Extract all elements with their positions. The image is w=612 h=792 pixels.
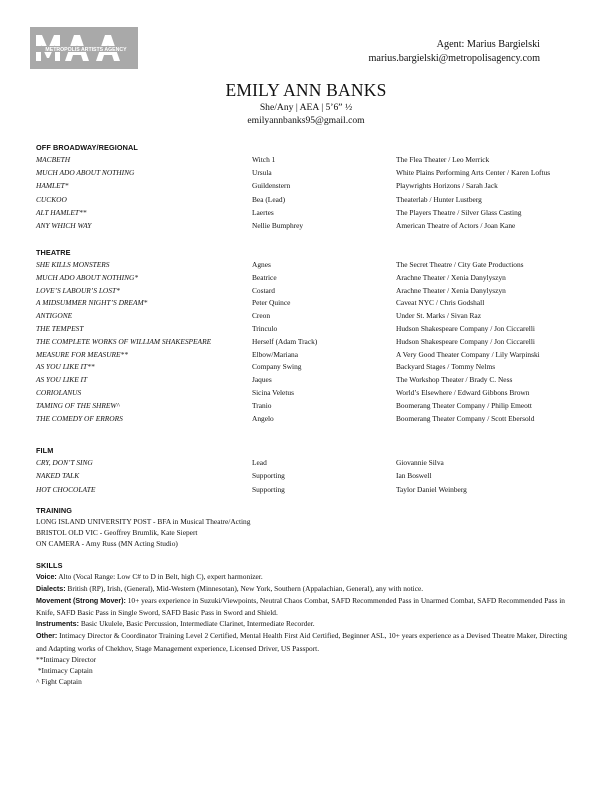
- credit-role: Supporting: [252, 471, 285, 481]
- credit-venue: The Flea Theater / Leo Merrick: [396, 155, 490, 164]
- credit-venue: The Workshop Theater / Brady C. Ness: [396, 375, 513, 385]
- legend-note: ^ Fight Captain: [36, 677, 82, 686]
- credit-role: Herself (Adam Track): [252, 336, 318, 346]
- agent-email[interactable]: marius.bargielski@metropolisagency.com: [368, 53, 540, 64]
- credit-role: Witch 1: [252, 155, 276, 164]
- credit-role: Creon: [252, 311, 271, 321]
- credit-row: [36, 207, 576, 219]
- credit-role: Laertes: [252, 207, 274, 217]
- credit-row: [36, 361, 576, 373]
- agency-logo: [30, 27, 138, 69]
- skill-dialects: Dialects: British (RP), Irish, (General), Mid-Western (Minnesotan), New York, Southern (Appalachian, General), any with notice.: [36, 584, 424, 594]
- credit-venue: Arachne Theater / Xenia Danylyszyn: [396, 285, 506, 295]
- section-title-film: FILM: [36, 446, 54, 455]
- credit-venue: Under St. Marks / Sivan Raz: [396, 311, 481, 321]
- section-title-training: TRAINING: [36, 506, 73, 515]
- credit-venue: Hudson Shakespeare Company / Jon Ciccarelli: [396, 336, 535, 346]
- credit-title: AS YOU LIKE IT: [36, 375, 88, 385]
- credit-title: CUCKOO: [36, 194, 67, 204]
- credit-venue: The Players Theatre / Silver Glass Casting: [396, 207, 522, 217]
- credit-role: Lead: [252, 458, 267, 467]
- credit-title: MUCH ADO ABOUT NOTHING: [36, 168, 135, 178]
- credit-title: MACBETH: [36, 155, 71, 164]
- credit-title: THE TEMPEST: [36, 324, 84, 333]
- legend-note: **Intimacy Director: [36, 655, 97, 664]
- credit-title: LOVE’S LABOUR’S LOST*: [36, 285, 120, 295]
- credit-row: [36, 349, 576, 361]
- credit-row: [36, 220, 576, 232]
- training-line: BRISTOL OLD VIC - Geoffrey Brumlik, Kate Siepert: [36, 528, 198, 537]
- credit-title: NAKED TALK: [36, 471, 80, 481]
- credit-title: SHE KILLS MONSTERS: [36, 260, 110, 269]
- credit-role: Supporting: [252, 484, 285, 494]
- section-title-skills: SKILLS: [36, 561, 63, 570]
- credit-row: [36, 285, 576, 297]
- credit-title: ANY WHICH WAY: [36, 221, 92, 230]
- skill-voice: Voice: Alto (Vocal Range: Low C# to D in Belt, high C), expert harmonizer.: [36, 572, 263, 581]
- credit-venue: Backyard Stages / Tommy Nelms: [396, 362, 496, 372]
- section-title-off-broadway: OFF BROADWAY/REGIONAL: [36, 143, 138, 152]
- credit-row: [36, 180, 576, 192]
- credit-venue: Playwrights Horizons / Sarah Jack: [396, 181, 498, 191]
- credit-title: HAMLET*: [36, 181, 69, 191]
- credit-title: AS YOU LIKE IT**: [36, 362, 95, 372]
- credit-role: Costard: [252, 285, 275, 295]
- credit-title: CORIOLANUS: [36, 388, 82, 397]
- credit-venue: A Very Good Theater Company / Lily Warpinski: [396, 349, 540, 359]
- credit-venue: Giovannie Silva: [396, 458, 444, 467]
- credit-row: [36, 374, 576, 386]
- credit-venue: Ian Boswell: [396, 471, 432, 481]
- credit-role: Company Swing: [252, 362, 302, 372]
- legend-note: *Intimacy Captain: [36, 666, 93, 675]
- credit-role: Tranio: [252, 400, 272, 410]
- credit-venue: Boomerang Theater Company / Philip Emeott: [396, 400, 532, 410]
- credit-row: [36, 400, 576, 412]
- credit-title: TAMING OF THE SHREW^: [36, 400, 120, 410]
- credit-title: ANTIGONE: [36, 311, 73, 321]
- credit-venue: American Theatre of Actors / Joan Kane: [396, 221, 516, 230]
- credit-role: Trinculo: [252, 324, 278, 333]
- credit-row: [36, 167, 576, 179]
- actor-email[interactable]: emilyannbanks95@gmail.com: [247, 115, 365, 126]
- skill-movement: Movement (Strong Mover): 10+ years experience in Suzuki/Viewpoints, Neutral Chaos Combat, SAFD Recommended Pass in Unarmed Combat, SAFD Recommended Pass in Knife, SAFD Basic Pass in Single Sword, SAFD Basic Pass in Sword and Shield.: [36, 596, 565, 618]
- credit-venue: Boomerang Theater Company / Scott Ebersold: [396, 413, 535, 423]
- credit-role: Angelo: [252, 413, 274, 423]
- credit-role: Sicina Veletus: [252, 388, 294, 397]
- training-line: LONG ISLAND UNIVERSITY POST - BFA in Musical Theatre/Acting: [36, 517, 251, 526]
- credit-row: [36, 484, 576, 496]
- credit-row: [36, 154, 576, 166]
- credit-venue: Taylor Daniel Weinberg: [396, 484, 467, 494]
- credit-row: [36, 259, 576, 271]
- credit-venue: Hudson Shakespeare Company / Jon Ciccarelli: [396, 324, 535, 333]
- credit-role: Beatrice: [252, 272, 277, 282]
- credit-title: MUCH ADO ABOUT NOTHING*: [36, 272, 139, 282]
- logo-wordmark: METROPOLIS ARTISTS AGENCY: [45, 47, 127, 53]
- credit-row: [36, 272, 576, 284]
- credit-row: [36, 323, 576, 335]
- credit-title: CRY, DON’T SING: [36, 458, 93, 467]
- credit-venue: White Plains Performing Arts Center / Karen Loftus: [396, 168, 551, 178]
- credit-row: [36, 194, 576, 206]
- credit-row: [36, 297, 576, 309]
- credit-title: ALT HAMLET**: [36, 207, 87, 217]
- skill-other: Other: Intimacy Director & Coordinator Training Level 2 Certified, Mental Health First Aid Certified, Beginner ASL, 10+ years experience as a Devised Theatre Maker, Directing and Adapting works of Chekhov, Stage Management experience, Licensed Driver, US Passport.: [36, 631, 568, 653]
- credit-row: [36, 470, 576, 482]
- credit-row: [36, 387, 576, 399]
- actor-stats: She/Any | AEA | 5’6” ½: [259, 102, 353, 113]
- credit-role: Bea (Lead): [252, 194, 286, 204]
- credit-title: MEASURE FOR MEASURE**: [36, 349, 128, 359]
- credit-row: [36, 310, 576, 322]
- credit-venue: Theaterlab / Hunter Lustberg: [396, 194, 482, 204]
- credit-role: Nellie Bumphrey: [252, 221, 304, 230]
- credit-role: Jaques: [252, 375, 272, 385]
- credit-role: Agnes: [252, 260, 271, 269]
- credit-title: THE COMEDY OF ERRORS: [36, 413, 123, 423]
- credit-title: THE COMPLETE WORKS OF WILLIAM SHAKESPEARE: [36, 336, 212, 346]
- credit-role: Ursula: [252, 168, 272, 178]
- credit-venue: World’s Elsewhere / Edward Gibbons Brown: [396, 388, 530, 397]
- credit-role: Elbow/Mariana: [252, 349, 298, 359]
- credit-venue: The Secret Theatre / City Gate Productions: [396, 260, 524, 269]
- credit-row: [36, 413, 576, 425]
- section-title-theatre: THEATRE: [36, 248, 71, 257]
- credit-row: [36, 336, 576, 348]
- actor-name: EMILY ANN BANKS: [225, 80, 387, 100]
- credit-role: Guildenstern: [252, 181, 291, 191]
- training-line: ON CAMERA - Amy Russ (MN Acting Studio): [36, 539, 178, 548]
- credit-venue: Arachne Theater / Xenia Danylyszyn: [396, 272, 506, 282]
- credit-row: [36, 457, 576, 469]
- skill-instruments: Instruments: Basic Ukulele, Basic Percussion, Intermediate Clarinet, Intermediate Recorder.: [36, 619, 315, 629]
- skills-list: [36, 571, 578, 654]
- agent-name: Agent: Marius Bargielski: [436, 39, 540, 50]
- credit-venue: Caveat NYC / Chris Godshall: [396, 298, 485, 308]
- credit-role: Peter Quince: [252, 298, 291, 308]
- credit-title: HOT CHOCOLATE: [36, 484, 96, 494]
- agent-contact: [369, 38, 541, 66]
- credit-title: A MIDSUMMER NIGHT’S DREAM*: [36, 298, 148, 308]
